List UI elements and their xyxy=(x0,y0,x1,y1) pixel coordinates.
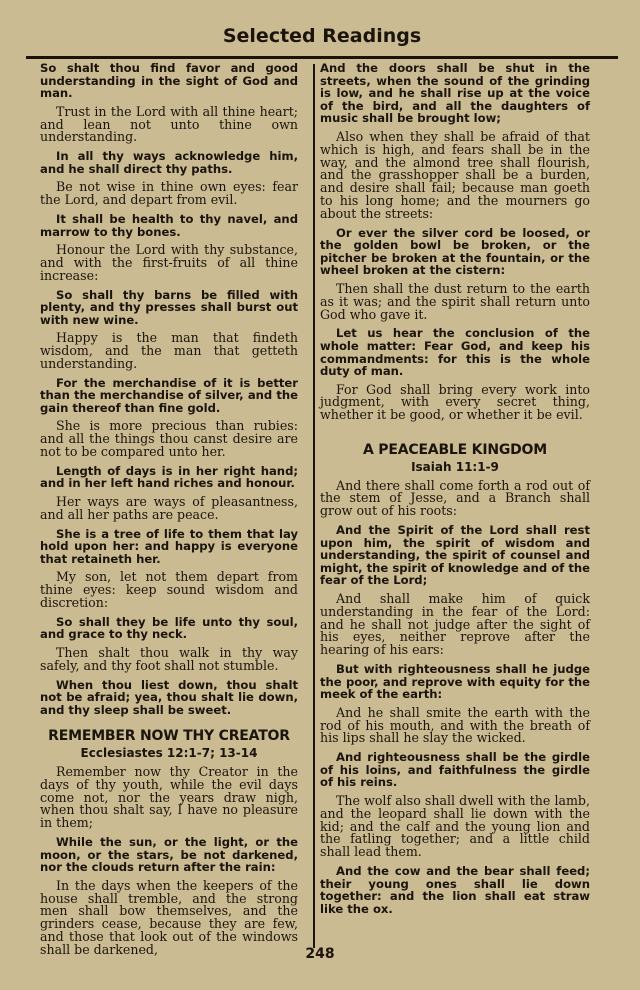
page-title: Selected Readings xyxy=(222,25,422,47)
reading-verse: Also when they shall be afraid of that which is high, and fears shall be in the way, and the almond tree shall flourish, and the grasshopper shall be a burden, and desire shall fail; because man goeth to his long home; and the mourners go about the streets: xyxy=(320,128,590,221)
section-reference-isaiah: Isaiah 11:1-9 xyxy=(411,459,499,474)
response-verse: And righteousness shall be the girdle of his loins, and faithfulness the girdle of his reins. xyxy=(320,750,590,790)
column-divider xyxy=(313,64,315,948)
response-verse: When thou liest down, thou shalt not be afraid; yea, thou shalt lie down, and thy sleep shall be sweet. xyxy=(40,677,298,717)
reading-verse: And there shall come forth a rod out of the stem of Jesse, and a Branch shall grow out of his roots: xyxy=(320,477,590,519)
section-title-kingdom: A PEACEABLE KINGDOM xyxy=(363,442,547,459)
response-verse: In all thy ways acknowledge him, and he shall direct thy paths. xyxy=(40,149,298,176)
reading-verse: In the days when the keepers of the house shall tremble, and the strong men shall bow themselves, and the grinders cease, because they are few, and those that look out of the windows shall be darkened, xyxy=(40,877,298,957)
response-verse: While the sun, or the light, or the moon, or the stars, be not darkened, nor the clouds return after the rain: xyxy=(40,834,298,875)
response-verse: For the merchandise of it is better than the merchandise of silver, and the gain thereof than fine gold. xyxy=(40,375,298,415)
reading-verse: And shall make him of quick understanding in the fear of the Lord: and he shall not judge after the sight of his eyes, neither reprove after the hearing of his ears: xyxy=(320,591,590,658)
section-reference-ecclesiastes: Ecclesiastes 12:1-7; 13-14 xyxy=(80,746,258,761)
response-verse: And the Spirit of the Lord shall rest upon him, the spirit of wisdom and understanding, the spirit of counsel and might, the spirit of knowledge and of the fear of the Lord; xyxy=(320,523,590,588)
right-section-verses xyxy=(320,477,590,916)
reading-verse: Then shall the dust return to the earth as it was; and the spirit shall return unto God who gave it. xyxy=(320,280,590,322)
reading-verse: Remember now thy Creator in the days of thy youth, while the evil days come not, nor the years draw nigh, when thou shalt say, I have no pleasure in them; xyxy=(40,763,298,831)
response-verse: Length of days is in her right hand; and in her left hand riches and honour. xyxy=(40,463,298,491)
right-column xyxy=(320,62,590,921)
reading-verse: Her ways are ways of pleasantness, and all her paths are peace. xyxy=(40,494,298,522)
reading-verse: Trust in the Lord with all thine heart; and lean not unto thine own understanding. xyxy=(40,103,298,145)
response-verse: And the doors shall be shut in the streets, when the sound of the grinding is low, and he shall rise up at the voice of the bird, and all the daughters of music shall be brought low; xyxy=(320,61,590,126)
reading-verse: And he shall smite the earth with the rod of his mouth, and with the breath of his lips shall he slay the wicked. xyxy=(320,704,590,746)
left-verses xyxy=(40,62,298,716)
reading-verse: The wolf also shall dwell with the lamb, and the leopard shall lie down with the kid; and the calf and the young lion and the fatling together; and a little child shall lead them. xyxy=(320,792,590,860)
section-title-creator: REMEMBER NOW THY CREATOR xyxy=(48,728,290,745)
left-section-verses xyxy=(40,763,298,957)
response-verse: She is a tree of life to them that lay hold upon her: and happy is everyone that retaineth her. xyxy=(40,526,298,566)
reading-verse: Then shalt thou walk in thy way safely, and thy foot shall not stumble. xyxy=(40,645,298,673)
left-column xyxy=(40,62,298,963)
page-number: 248 xyxy=(305,946,335,962)
response-verse: But with righteousness shall he judge the poor, and reprove with equity for the meek of the earth: xyxy=(320,662,590,702)
response-verse: And the cow and the bear shall feed; their young ones shall lie down together: and the lion shall eat straw like the ox. xyxy=(320,863,590,916)
right-verses xyxy=(320,62,590,422)
response-verse: So shall thy barns be filled with plenty, and thy presses shall burst out with new wine. xyxy=(40,287,298,327)
response-verse: It shall be health to thy navel, and marrow to thy bones. xyxy=(40,211,298,239)
reading-verse: For God shall bring every work into judgment, with every secret thing, whether it be good, or whether it be evil. xyxy=(320,381,590,423)
reading-verse: My son, let not them depart from thine eyes: keep sound wisdom and discretion: xyxy=(40,569,298,611)
reading-verse: She is more precious than rubies: and all the things thou canst desire are not to be compared unto her. xyxy=(40,418,298,460)
reading-verse: Be not wise in thine own eyes: fear the Lord, and depart from evil. xyxy=(40,179,298,208)
response-verse: So shall they be life unto thy soul, and grace to thy neck. xyxy=(40,614,298,642)
response-verse: Or ever the silver cord be loosed, or the golden bowl be broken, or the pitcher be broken at the fountain, or the wheel broken at the cistern: xyxy=(320,225,590,278)
page-header xyxy=(26,16,618,59)
response-verse: Let us hear the conclusion of the whole matter: Fear God, and keep his commandments: for this is the whole duty of man. xyxy=(320,326,590,379)
reading-verse: Honour the Lord with thy substance, and with the first-fruits of all thine increase: xyxy=(40,242,298,283)
response-verse: So shalt thou find favor and good understanding in the sight of God and man. xyxy=(40,61,298,101)
reading-verse: Happy is the man that findeth wisdom, and the man that getteth understanding. xyxy=(40,330,298,371)
